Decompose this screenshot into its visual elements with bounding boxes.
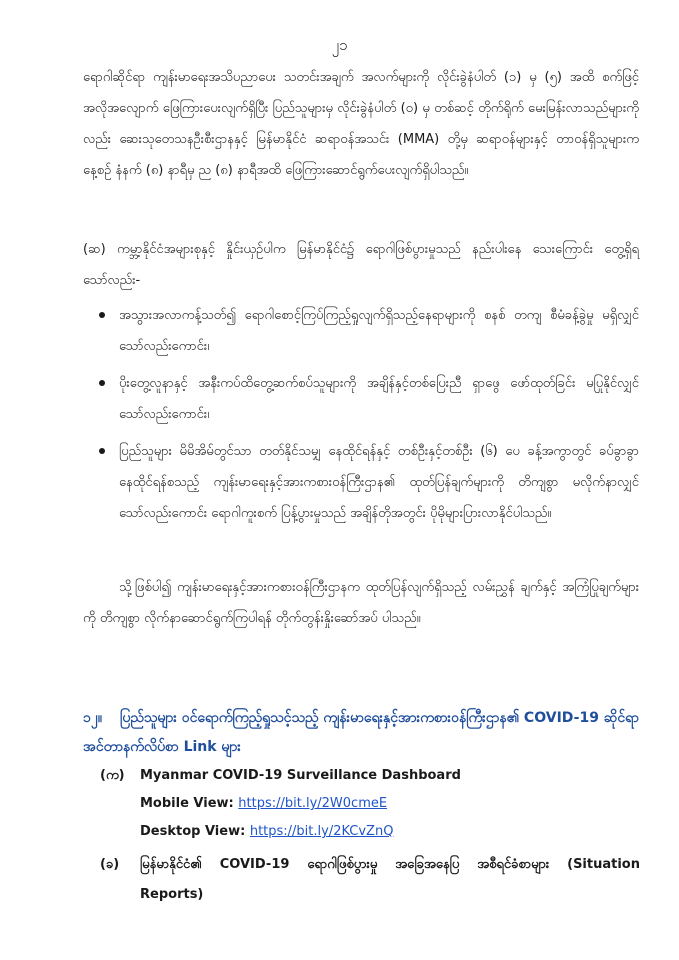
item-marker: (က) (100, 768, 125, 783)
mobile-view-label: Mobile View: (140, 796, 234, 811)
desktop-view-row (140, 818, 393, 846)
desktop-view-label: Desktop View: (140, 824, 246, 839)
paragraph-situation: (ဆ) ကမ္ဘာ့နိုင်ငံအများစုနှင့် နှိုင်းယှဉ်ပါက မြန်မာနိုင်ငံ၌ ရောဂါဖြစ်ပွားမှုသည် နည်းပါးနေ သေးကြောင်း တွေ့ရှိရသော်လည်း- (83, 242, 639, 288)
item-marker: (ခ) (100, 857, 120, 872)
section-number: ၁၂။ (83, 710, 102, 726)
link-item-situation-reports (100, 850, 640, 910)
item-label: Myanmar COVID-19 Surveillance Dashboard (140, 768, 461, 783)
bullet-item (83, 368, 639, 430)
link-item-dashboard (100, 762, 461, 790)
bullet-icon (99, 312, 105, 318)
paragraph-appeal: သို့ဖြစ်ပါ၍ ကျန်းမာရေးနှင့်အားကစားဝန်ကြီးဌာနက ထုတ်ပြန်လျက်ရှိသည့် လမ်းညွှန် ချက်နှင့် အကြံပြုချက်များကို တိကျစွာ လိုက်နာဆောင်ရွက်ကြပါရန် တိုက်တွန်းနှိုးဆော်အပ် ပါသည်။ (83, 580, 639, 626)
risk-bullet-list (83, 300, 639, 535)
bullet-text: အသွားအလာကန့်သတ်၍ ရောဂါစောင့်ကြပ်ကြည့်ရှုလျက်ရှိသည့်နေရာများကို စနစ် တကျ စီမံခန့်ခွဲမှု မရှိလျှင်သော်လည်းကောင်း၊ (119, 308, 639, 354)
bullet-item (83, 300, 639, 362)
paragraph-hotline: ရောဂါဆိုင်ရာ ကျန်းမာရေးအသိပညာပေး သတင်းအချက် အလက်များကို လိုင်းခွဲနံပါတ် (၁) မှ (၅) အထိ စက်ဖြင့် အလိုအလျောက် ဖြေကြားပေးလျက်ရှိပြီး ပြည်သူများမှ လိုင်းခွဲနံပါတ် (၀) မှ တစ်ဆင့် တိုက်ရိုက် မေးမြန်းလာသည်များကိုလည်း ဆေးသုတေသနဦးစီးဌာနနှင့် မြန်မာနိုင်ငံ ဆရာဝန်အသင်း (MMA) တို့မှ ဆရာဝန်များနှင့် တာဝန်ရှိသူများက နေ့စဉ် နံနက် (၈) နာရီမှ ည (၈) နာရီအထိ ဖြေကြားဆောင်ရွက်ပေးလျက်ရှိပါသည်။ (83, 70, 639, 178)
bullet-icon (99, 380, 105, 386)
page-number: ၂၁ (331, 36, 348, 54)
bullet-icon (99, 448, 105, 454)
desktop-view-link[interactable]: https://bit.ly/2KCvZnQ (249, 824, 394, 839)
mobile-view-row (140, 790, 387, 818)
section-heading (83, 704, 639, 762)
mobile-view-link[interactable]: https://bit.ly/2W0cmeE (238, 796, 388, 811)
bullet-item (83, 436, 639, 529)
section-title: ပြည်သူများ ဝင်ရောက်ကြည့်ရှုသင့်သည့် ကျန်းမာရေးနှင့်အားကစားဝန်ကြီးဌာန၏ COVID-19 ဆိုင်ရာ အင်တာနက်လိပ်စာ Link များ (83, 710, 639, 755)
bullet-text: ပြည်သူများ မိမိအိမ်တွင်သာ တတ်နိုင်သမျှ နေထိုင်ရန်နှင့် တစ်ဦးနှင့်တစ်ဦး (၆) ပေ ခန့်အကွာတွင် ခပ်ခွာခွာနေထိုင်ရန်စသည့် ကျန်းမာရေးနှင့်အားကစားဝန်ကြီးဌာန၏ ထုတ်ပြန်ချက်များကို တိကျစွာ မလိုက်နာလျှင်သော်လည်းကောင်း ရောဂါကူးစက် ပြန့်ပွားမှုသည် အချိန်တိုအတွင်း ပိုမိုများပြားလာနိုင်ပါသည်။ (119, 444, 639, 521)
bullet-text: ပိုးတွေ့လူနာနှင့် အနီးကပ်ထိတွေ့ဆက်စပ်သူများကို အချိန်နှင့်တစ်ပြေးညီ ရှာဖွေ ဖော်ထုတ်ခြင်း မပြုနိုင်လျှင်သော်လည်းကောင်း၊ (119, 376, 639, 422)
item-label: မြန်မာနိုင်ငံ၏ COVID-19 ရောဂါဖြစ်ပွားမှု အခြေအနေပြ အစီရင်ခံစာများ (Situation Reports) (140, 857, 640, 902)
